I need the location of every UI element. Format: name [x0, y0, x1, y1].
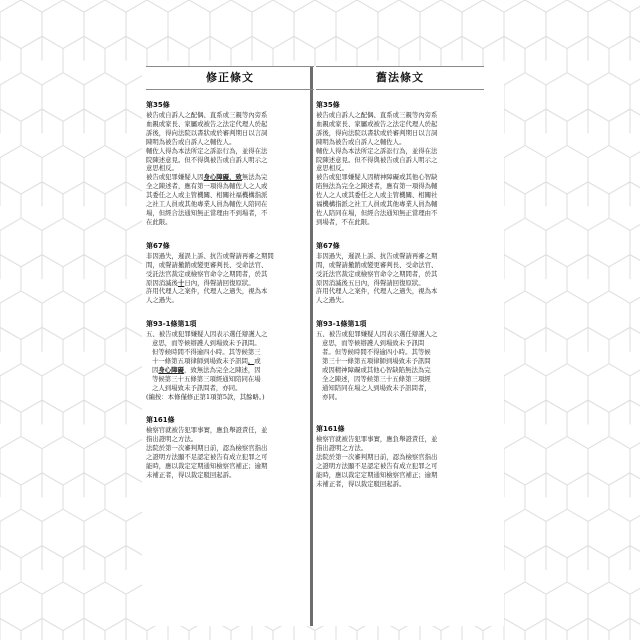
- text-line: 未補正者，得以裁定駁回起訴。: [316, 480, 406, 488]
- text-line: 陳明為被告或自訴人之輔佐人。: [316, 137, 406, 146]
- text-line: 訴後，得向法院以書狀或於審判期日以言詞: [316, 128, 438, 137]
- text-run: 因: [152, 365, 159, 374]
- text-run: 被告或犯罪嫌疑人因: [146, 173, 204, 182]
- text-line: [146, 173, 314, 182]
- article-title: 第93-1條第1項: [316, 320, 367, 329]
- text-line: 間，或聲請撤銷或變更審判長、受命法官、: [146, 260, 268, 269]
- text-line: 等候第三十五條第三項經通知陪同在場: [152, 374, 261, 383]
- text-line: 檢察官就被告犯罪事實，應負舉證責任，並: [146, 426, 268, 435]
- text-line: 非因過失，遲誤上訴、抗告或聲請再審之期間: [146, 251, 274, 260]
- revised-article-35: [146, 100, 314, 227]
- text-line: 陷無法為完全之陳述者，應有第一項得為輔: [316, 182, 438, 191]
- old-article-67: [316, 241, 484, 305]
- article-title: 第35條: [146, 101, 170, 109]
- text-line: 未補正者，得以裁定駁回起訴。: [146, 471, 236, 479]
- old-article-161: [316, 424, 484, 488]
- text-line: 亦同。: [322, 392, 342, 401]
- text-line: 第三十一條第五項律師到場致未予訊問: [322, 356, 431, 365]
- text-line: 指出證明之方法。: [146, 435, 198, 444]
- text-line: 原因消滅後五日內，得聲請回復原狀。: [316, 278, 425, 287]
- revised-header: 修正條文: [146, 66, 314, 90]
- amended-text: 十: [177, 278, 185, 287]
- text-line: 受託法官裁定或檢察官命令之期間者，於其: [146, 269, 268, 278]
- text-line: 全之陳述，因等候第三十五條第三項經: [322, 374, 431, 383]
- text-line: 場，但經合法通知無正當理由不到場者，不: [146, 208, 268, 217]
- text-line: 許用代理人之案件，代理人之過失，視為本: [316, 287, 438, 296]
- text-line: 意思，而等候辯護人到場致未予訊問。: [152, 339, 261, 348]
- text-run: ，致無法為完全之陳述，因: [183, 365, 261, 374]
- article-title: 第67條: [316, 241, 340, 250]
- text-line: 被告或自訴人之配偶、直系或三親等內旁系: [316, 111, 438, 119]
- old-article-93-1: [316, 319, 484, 401]
- text-line: 輔佐人得為本法所定之訴訟行為，並得在法: [316, 146, 438, 155]
- text-line: [146, 366, 314, 375]
- revised-article-161: [146, 415, 314, 479]
- text-line: 許用代理人之案件，代理人之過失，視為本: [146, 287, 268, 296]
- text-line: 被告或自訴人之配偶、直系或三親等內旁系: [146, 111, 268, 119]
- text-line: 到場者，不在此限。: [316, 217, 374, 226]
- text-line: 福機構指派之社工人員或其他專業人員為輔: [316, 200, 438, 209]
- article-title: 第161條: [146, 416, 175, 425]
- text-line: 院陳述意見。但不得與被告或自訴人明示之: [146, 155, 268, 164]
- text-line: 法院於第一次審判期日前，認為檢察官指出: [316, 453, 438, 462]
- text-line: 能時，應以裁定定期通知檢察官補正；逾期: [146, 462, 268, 471]
- text-line: 人之過失。: [316, 296, 348, 305]
- text-line: 能時，應以裁定定期通知檢察官補正；逾期: [316, 471, 438, 480]
- text-line: 指出證明之方法。: [316, 444, 368, 453]
- text-line: 陳明為被告或自訴人之輔佐人。: [146, 137, 236, 146]
- text-line: 被告或犯罪嫌疑人因精神障礙或其他心智缺: [316, 173, 438, 182]
- text-line: 五、被告或犯罪嫌疑人因表示選任辯護人之: [146, 330, 268, 339]
- text-line: 五、被告或犯罪嫌疑人因表示選任辯護人之: [316, 330, 438, 339]
- revised-articles-column: [146, 66, 314, 480]
- text-line: 血親或家長、家屬或被告之法定代理人於起: [316, 119, 438, 128]
- text-line: 之證明方法顯不足認定被告有成立犯罪之可: [316, 462, 438, 471]
- text-line: 之社工人員或其他專業人員為輔佐人陪同在: [146, 200, 268, 209]
- text-line: 間，或聲請撤銷或變更審判長、受命法官、: [316, 260, 438, 269]
- revised-article-67: [146, 241, 314, 305]
- text-line: 或因精神障礙或其他心智缺陷無法為完: [322, 365, 431, 374]
- text-line: 血親或家長、家屬或被告之法定代理人於起: [146, 119, 268, 128]
- article-title: 第67條: [146, 241, 170, 250]
- text-line: 在此限。: [146, 217, 172, 226]
- text-line: 但等候時間不得逾四小時。其等候第三: [152, 348, 261, 357]
- text-line: 佐人陪同在場，但經合法通知無正當理由不: [316, 208, 438, 217]
- amended-text: 身心障礙: [158, 365, 184, 374]
- text-line: 訴後，得向法院以書狀或於審判期日以言詞: [146, 128, 268, 137]
- text-line: 之證明方法顯不足認定被告有成立犯罪之可: [146, 453, 268, 462]
- text-run: 原因消滅後: [146, 278, 178, 287]
- old-header: 舊法條文: [316, 66, 484, 90]
- text-line: 非因過失，遲誤上訴、抗告或聲請再審之期: [316, 251, 438, 260]
- amended-text: ，: [247, 356, 255, 365]
- text-line: 通知陪同在場之人到場致未予訊問者，: [322, 383, 431, 392]
- text-line: 院陳述意見。但不得與被告或自訴人明示之: [316, 155, 438, 164]
- document-page: [142, 66, 504, 626]
- text-line: 其委任之人或主管機關、相關社福機構指派: [146, 191, 268, 200]
- text-run: 十一條第五項律師到場致未予訊問: [152, 356, 248, 365]
- text-line: 人之過失。: [146, 296, 178, 305]
- text-line: 意思，而等候辯護人到場致未予訊問: [322, 339, 425, 348]
- text-line: 意思相反。: [146, 164, 178, 173]
- revised-article-93-1: [146, 319, 314, 401]
- text-line: 受託法官裁定或檢察官命令之期間者，於其: [316, 269, 438, 278]
- old-article-35: [316, 100, 484, 227]
- text-line: 佐人之人或其委任之人或主管機關、相關社: [316, 191, 438, 200]
- old-articles-column: [316, 66, 484, 489]
- text-line: 檢察官就被告犯罪事實，應負舉證責任，並: [316, 435, 438, 444]
- text-line: 法院於第一次審判期日前，認為檢察官指出: [146, 444, 268, 453]
- text-line: 者。但等候時間不得逾四小時。其等候: [322, 348, 431, 357]
- text-line: [146, 357, 314, 366]
- text-line: 全之陳述者，應有第一項得為輔佐人之人或: [146, 182, 268, 191]
- text-run: 日內，得聲請回復原狀。: [184, 278, 255, 287]
- text-run: 無法為完: [241, 173, 268, 182]
- text-line: 之人到場致未予訊問者，亦同。: [152, 383, 242, 392]
- amended-text: 身心障礙，致: [203, 173, 242, 182]
- article-title: 第35條: [316, 101, 340, 109]
- editor-note: (編按：本條僅修正第1項第5款，其餘略。): [146, 392, 265, 401]
- text-line: 意思相反。: [316, 164, 348, 173]
- article-title: 第93-1條第1項: [146, 320, 197, 329]
- text-run: 或: [254, 356, 261, 365]
- text-line: 輔佐人得為本法所定之訴訟行為，並得在法: [146, 146, 268, 155]
- article-title: 第161條: [316, 425, 345, 434]
